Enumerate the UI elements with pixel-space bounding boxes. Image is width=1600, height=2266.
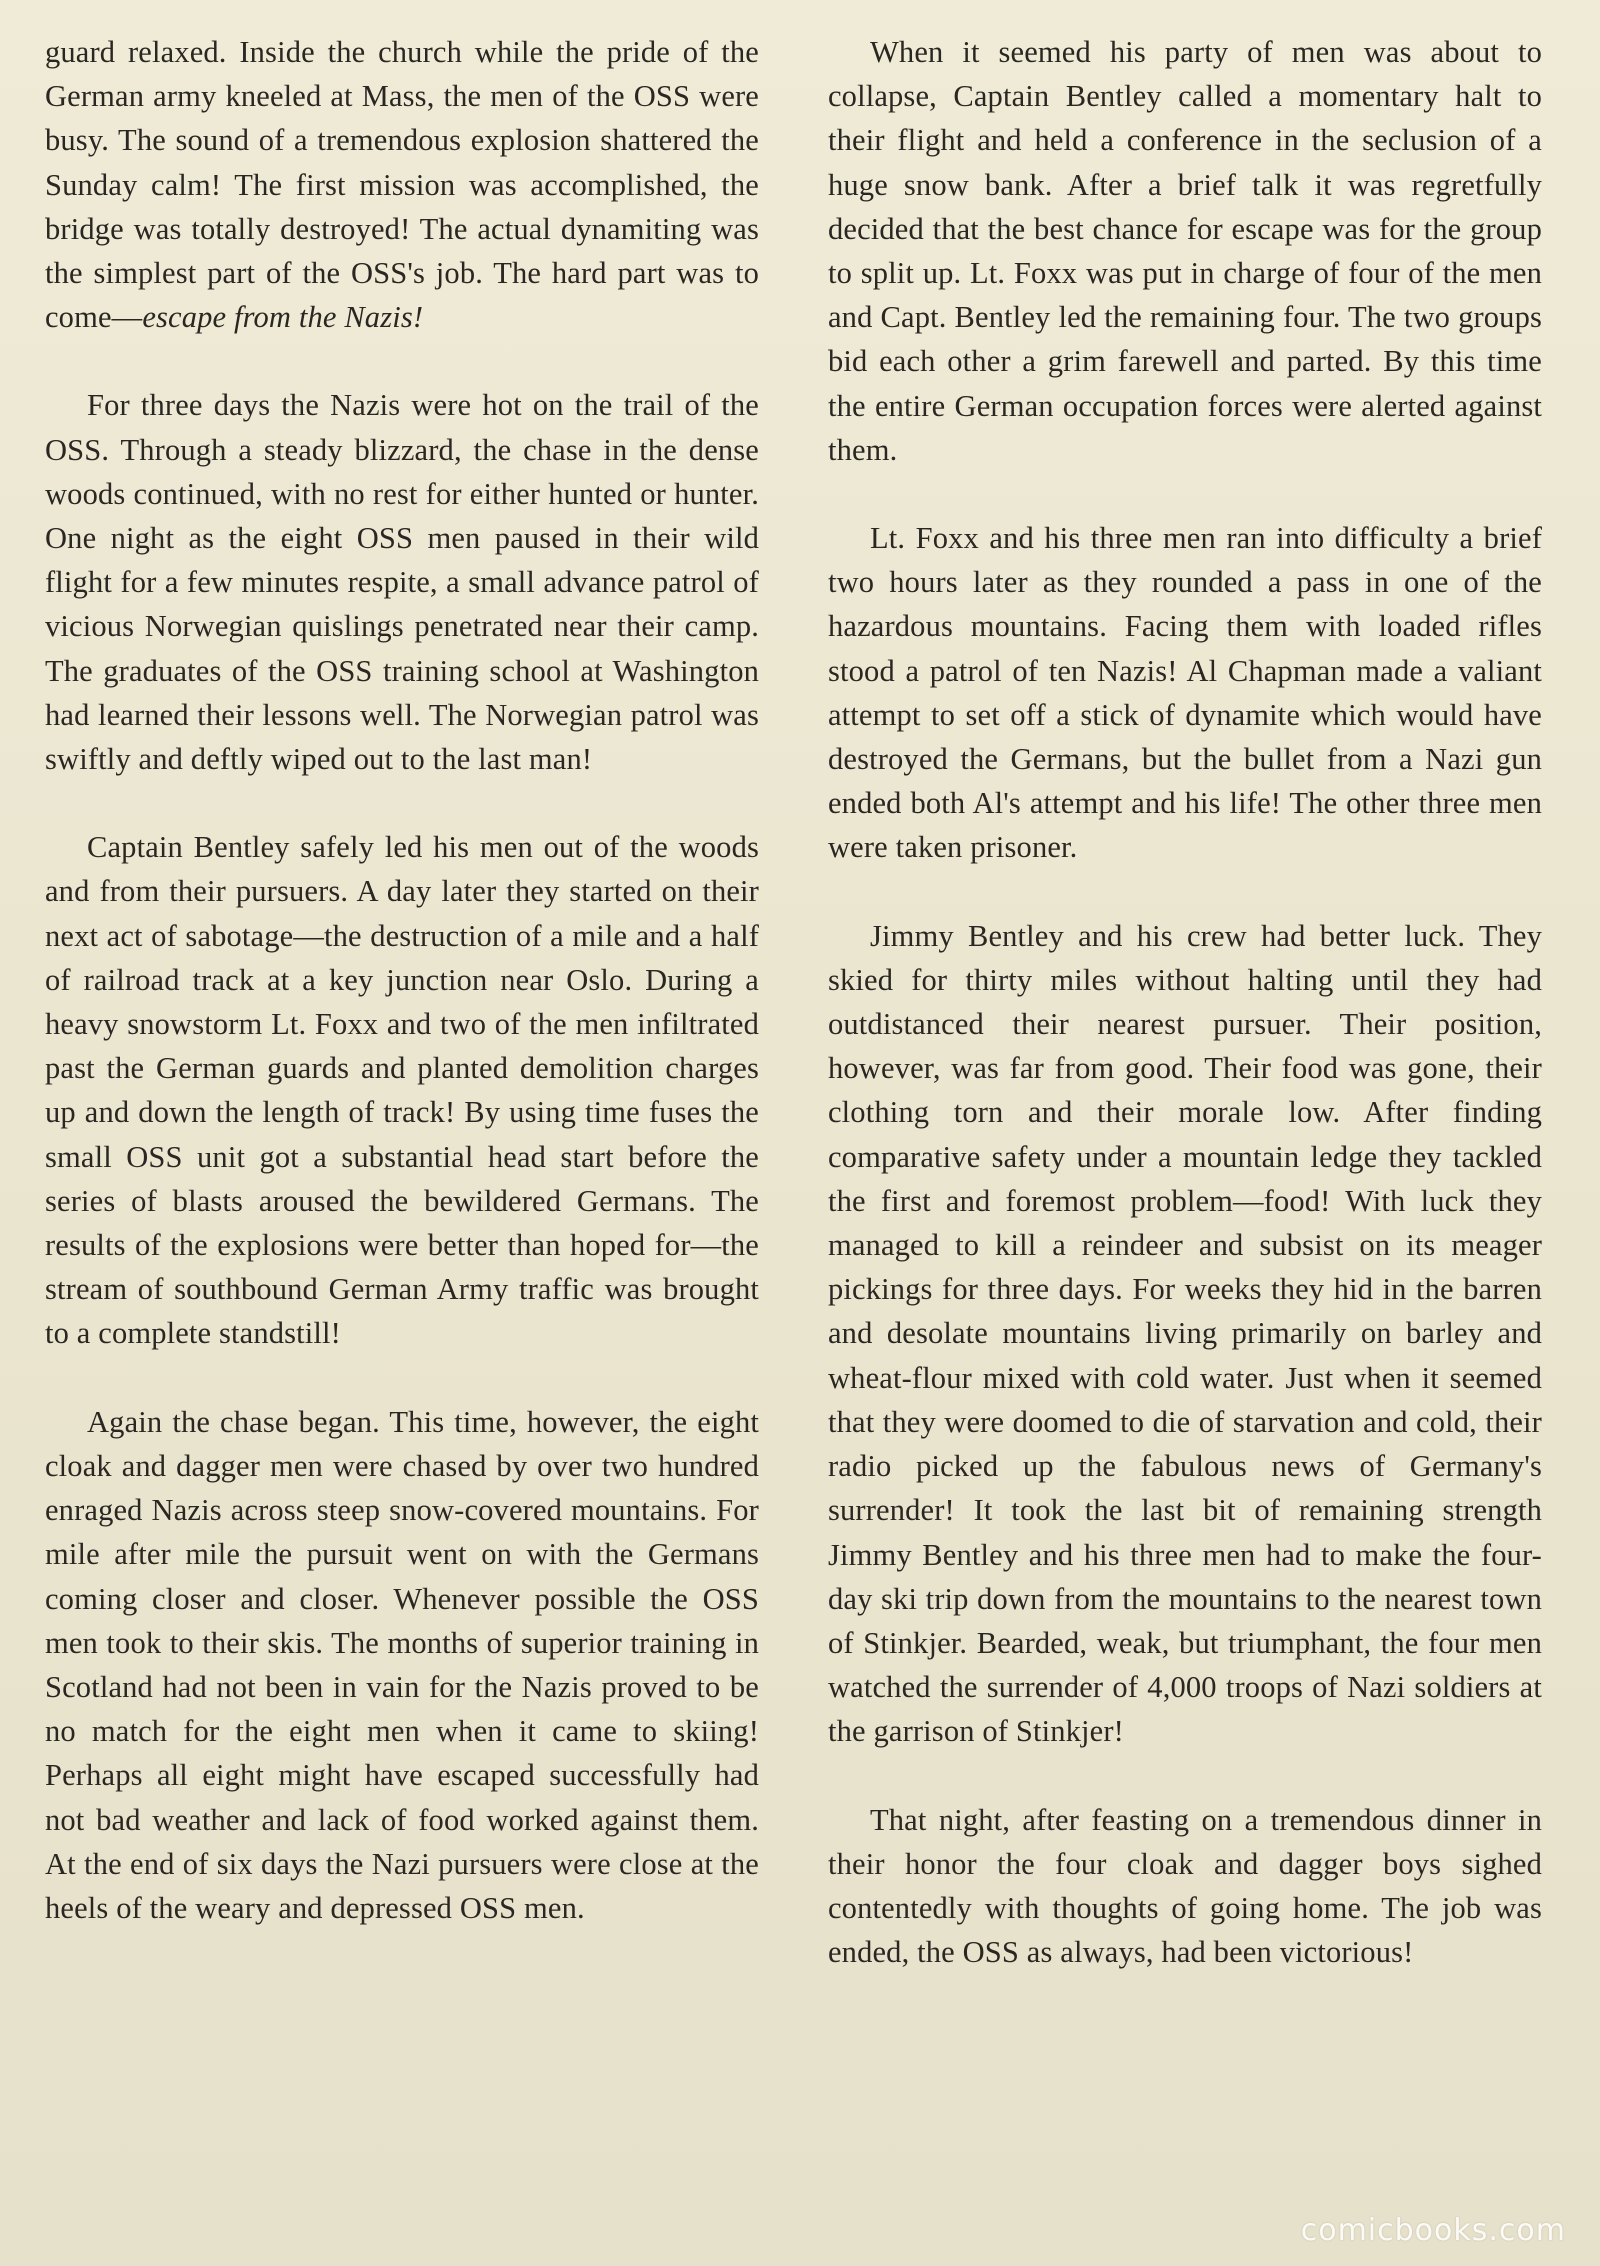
site-watermark: comicbooks.com xyxy=(1300,2213,1566,2248)
paragraph: Jimmy Bentley and his crew had better luck. They skied for thirty miles without halting until they had outdistanced their nearest pursuer. Their position, however, was far from good. Their food was gone, their clothing torn and their morale low. After finding comparative safety under a mountain ledge they tackled the first and foremost problem—food! With luck they managed to kill a reindeer and subsist on its meager pickings for three days. For weeks they hid in the barren and desolate mountains living primarily on barley and wheat-flour mixed with cold water. Just when it seemed that they were doomed to die of starvation and cold, their radio picked up the fabulous news of Germany's surrender! It took the last bit of remaining strength Jimmy Bentley and his three men had to make the four-day ski trip down from the mountains to the nearest town of Stinkjer. Bearded, weak, but triumphant, the four men watched the surrender of 4,000 troops of Nazi soldiers at the garrison of Stinkjer! xyxy=(828,918,1542,1749)
left-column xyxy=(45,30,759,1974)
paragraph: Lt. Foxx and his three men ran into difficulty a brief two hours later as they rounded a pass in one of the hazardous mountains. Facing them with loaded rifles stood a patrol of ten Nazis! Al Chapman made a valiant attempt to set off a stick of dynamite which would have destroyed the Germans, but the bullet from a Nazi gun ended both Al's attempt and his life! The other three men were taken prisoner. xyxy=(828,521,1542,865)
paragraph: For three days the Nazis were hot on the trail of the OSS. Through a steady blizzard, the chase in the dense woods continued, with no rest for either hunted or hunter. One night as the eight OSS men paused in their wild flight for a few minutes respite, a small advance patrol of vicious Norwegian quislings penetrated near their camp. The graduates of the OSS training school at Washington had learned their lessons well. The Norwegian patrol was swiftly and deftly wiped out to the last man! xyxy=(45,388,759,777)
paragraph: When it seemed his party of men was about to collapse, Captain Bentley called a momentary halt to their flight and held a conference in the seclusion of a huge snow bank. After a brief talk it was regretfully decided that the best chance for escape was for the group to split up. Lt. Foxx was put in charge of four of the men and Capt. Bentley led the remaining four. The two groups bid each other a grim farewell and parted. By this time the entire German occupation forces were alerted against them. xyxy=(828,35,1542,467)
paragraph-text: guard relaxed. Inside the church while the pride of the German army kneeled at Mass, the men of the OSS were busy. The sound of a tremendous explosion shattered the Sunday calm! The first mission was accomplished, the bridge was totally destroyed! The actual dynamiting was the simplest part of the OSS's job. The hard part was to come— xyxy=(45,35,759,335)
paragraph xyxy=(45,30,759,339)
italic-phrase: escape from the Nazis! xyxy=(142,300,424,335)
paragraph: Captain Bentley safely led his men out of the woods and from their pursuers. A day later they started on their next act of sabotage—the destruction of a mile and a half of railroad track at a key junction near Oslo. During a heavy snowstorm Lt. Foxx and two of the men infiltrated past the German guards and planted demolition charges up and down the length of track! By using time fuses the small OSS unit got a substantial head start before the series of blasts aroused the bewildered Germans. The results of the explosions were better than hoped for—the stream of southbound German Army traffic was brought to a complete standstill! xyxy=(45,830,759,1351)
paragraph: Again the chase began. This time, however, the eight cloak and dagger men were chased by over two hundred enraged Nazis across steep snow-covered mountains. For mile after mile the pursuit went on with the Germans coming closer and closer. Whenever possible the OSS men took to their skis. The months of superior training in Scotland had not been in vain for the Nazis proved to be no match for the eight men when it came to skiing! Perhaps all eight might have escaped successfully had not bad weather and lack of food worked against them. At the end of six days the Nazi pursuers were close at the heels of the weary and depressed OSS men. xyxy=(45,1404,759,1925)
paragraph: That night, after feasting on a tremendous dinner in their honor the four cloak and dagger boys sighed contentedly with thoughts of going home. The job was ended, the OSS as always, had been victorious! xyxy=(828,1802,1542,1970)
right-column xyxy=(828,30,1542,2018)
